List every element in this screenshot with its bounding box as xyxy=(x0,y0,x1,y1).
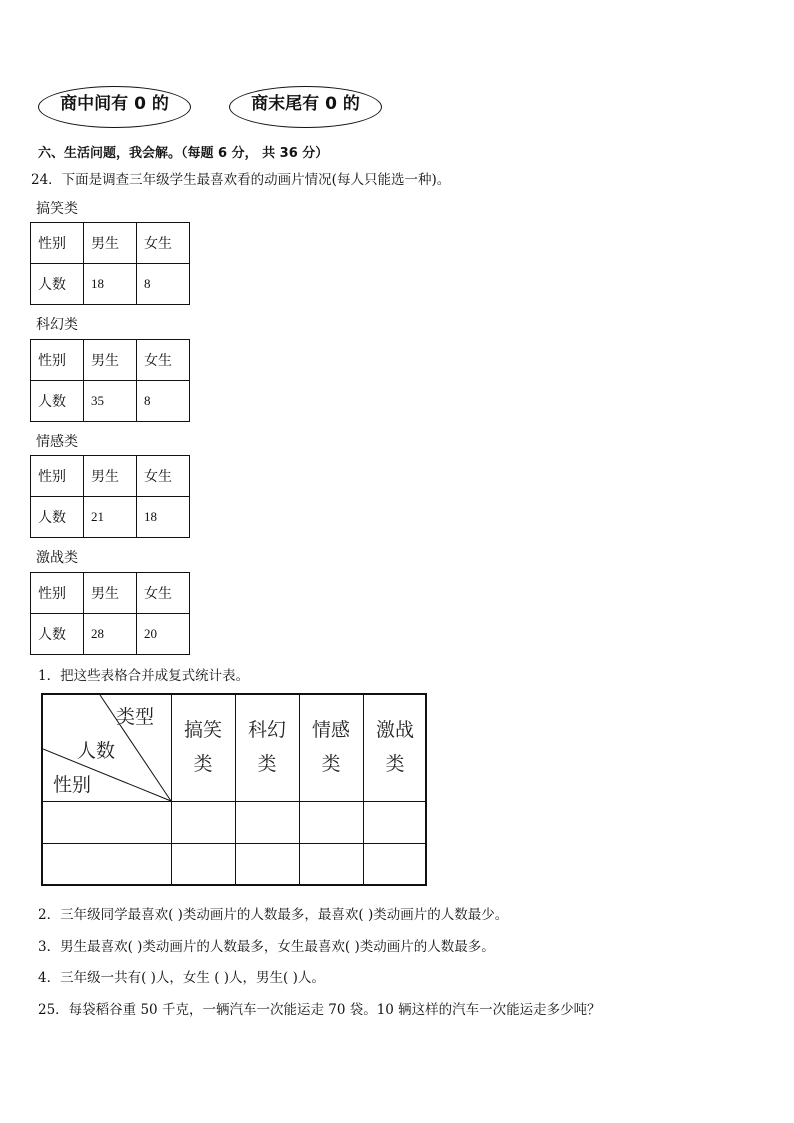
oval-quotient-end-zero: 商末尾有 0 的 xyxy=(229,86,382,128)
table-cell: 女生 xyxy=(137,223,190,264)
table-cell: 8 xyxy=(137,264,190,305)
table-cell: 性别 xyxy=(31,573,84,614)
table-row xyxy=(31,497,190,538)
table-row xyxy=(31,456,190,497)
sub-question-4: 4．三年级一共有( )人，女生 ( )人，男生( )人。 xyxy=(38,970,325,986)
column-header-scifi: 科幻 类 xyxy=(247,719,286,775)
table-row xyxy=(31,340,190,381)
table-label-emotion: 情感类 xyxy=(36,434,78,450)
table-row xyxy=(31,264,190,305)
table-cell: 人数 xyxy=(31,614,84,655)
table-cell: 21 xyxy=(84,497,137,538)
sub-question-1: 1．把这些表格合并成复式统计表。 xyxy=(38,668,250,684)
table-label-battle: 激战类 xyxy=(36,550,78,566)
column-header-battle: 激战 类 xyxy=(375,719,414,775)
table-cell: 女生 xyxy=(137,340,190,381)
oval-quotient-middle-zero: 商中间有 0 的 xyxy=(38,86,191,128)
table-cell: 女生 xyxy=(137,456,190,497)
table-cell: 8 xyxy=(137,381,190,422)
diag-label-count: 人数 xyxy=(77,740,116,762)
table-cell: 男生 xyxy=(84,456,137,497)
table-cell: 人数 xyxy=(31,381,84,422)
table-row xyxy=(31,573,190,614)
table-cell: 人数 xyxy=(31,264,84,305)
table-comedy xyxy=(30,222,190,305)
sub-question-3: 3．男生最喜欢( )类动画片的人数最多，女生最喜欢( )类动画片的人数最多。 xyxy=(38,939,495,955)
table-cell: 男生 xyxy=(84,223,137,264)
table-emotion xyxy=(30,455,190,538)
column-header-emotion: 情感 类 xyxy=(311,719,350,775)
table-label-comedy: 搞笑类 xyxy=(36,201,78,217)
table-cell: 35 xyxy=(84,381,137,422)
diag-label-type: 类型 xyxy=(116,706,155,728)
table-cell: 人数 xyxy=(31,497,84,538)
table-cell: 男生 xyxy=(84,340,137,381)
table-cell: 18 xyxy=(84,264,137,305)
table-cell: 性别 xyxy=(31,340,84,381)
table-row xyxy=(31,223,190,264)
table-cell: 性别 xyxy=(31,223,84,264)
table-cell: 男生 xyxy=(84,573,137,614)
combined-stat-table xyxy=(41,693,427,886)
diag-label-gender: 性别 xyxy=(53,774,92,796)
table-row xyxy=(31,614,190,655)
table-cell: 性别 xyxy=(31,456,84,497)
sub-question-2: 2．三年级同学最喜欢( )类动画片的人数最多，最喜欢( )类动画片的人数最少。 xyxy=(38,907,509,923)
table-cell: 20 xyxy=(137,614,190,655)
question-25: 25．每袋稻谷重 50 千克，一辆汽车一次能运走 70 袋。10 辆这样的汽车一次能运走多少吨？ xyxy=(38,1002,601,1018)
table-label-scifi: 科幻类 xyxy=(36,317,78,333)
table-cell: 18 xyxy=(137,497,190,538)
table-cell: 女生 xyxy=(137,573,190,614)
table-battle xyxy=(30,572,190,655)
table-row xyxy=(31,381,190,422)
question-24-intro: 24．下面是调查三年级学生最喜欢看的动画片情况(每人只能选一种)。 xyxy=(31,172,451,188)
column-header-comedy: 搞笑 类 xyxy=(183,719,222,775)
table-scifi xyxy=(30,339,190,422)
table-cell: 28 xyxy=(84,614,137,655)
section-title: 六、生活问题，我会解。（每题 6 分， 共 36 分） xyxy=(38,146,329,161)
